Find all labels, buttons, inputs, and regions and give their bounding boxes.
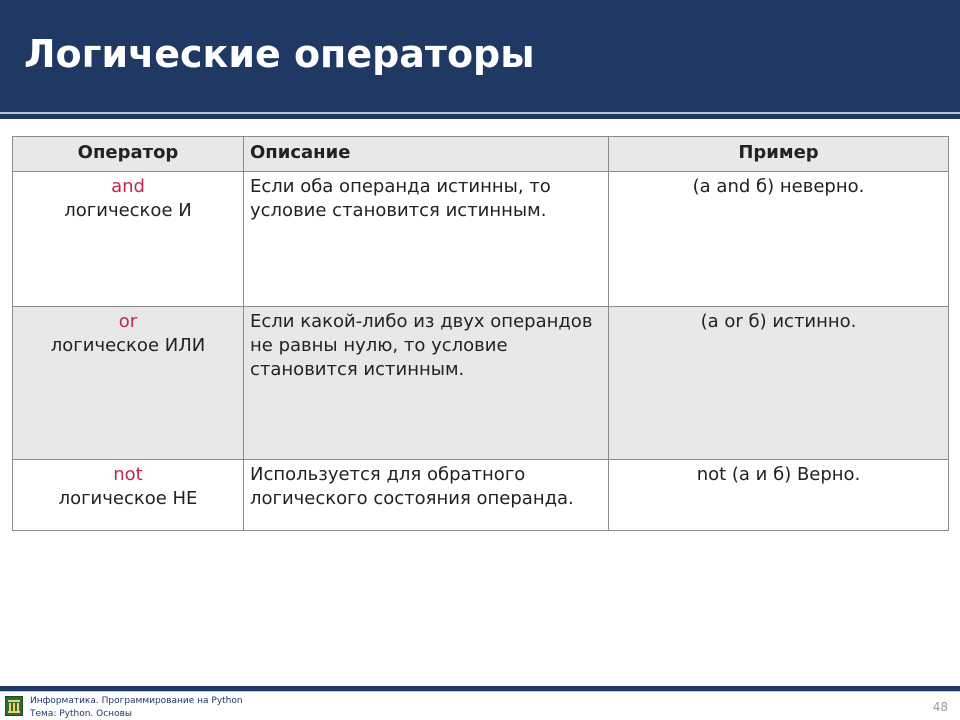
- table-row-and: [13, 172, 949, 307]
- operator-cell: [13, 172, 244, 307]
- title-divider-dark: [0, 114, 960, 119]
- example-cell: (a or б) истинно.: [609, 307, 949, 460]
- university-logo-icon: [5, 696, 23, 716]
- header-example: Пример: [609, 137, 949, 172]
- operator-keyword: and: [111, 176, 145, 197]
- description-cell: Если оба операнда истинны, то условие становится истинным.: [244, 172, 609, 307]
- footer-course: Информатика. Программирование на Python: [30, 696, 243, 706]
- slide-title: Логические операторы: [24, 32, 535, 76]
- operator-cell: [13, 307, 244, 460]
- operator-name: логическое И: [64, 200, 192, 221]
- operator-cell: [13, 460, 244, 531]
- footer-topic: Тема: Python. Основы: [30, 709, 132, 719]
- title-bar: [0, 0, 960, 112]
- example-cell: not (а и б) Верно.: [609, 460, 949, 531]
- operator-name: логическое НЕ: [58, 488, 198, 509]
- footer-caption: [30, 695, 243, 720]
- description-cell: Используется для обратного логического состояния операнда.: [244, 460, 609, 531]
- footer-divider-light: [0, 691, 960, 692]
- table-header-row: [13, 137, 949, 172]
- operator-keyword: or: [118, 311, 138, 332]
- header-operator: Оператор: [13, 137, 244, 172]
- description-cell: Если какой-либо из двух операндов не равны нулю, то условие становится истинным.: [244, 307, 609, 460]
- operator-keyword: not: [113, 464, 143, 485]
- example-cell: (a and б) неверно.: [609, 172, 949, 307]
- operators-table: [12, 136, 949, 531]
- header-description: Описание: [244, 137, 609, 172]
- logo-columns-icon: [6, 697, 22, 715]
- table-row-or: [13, 307, 949, 460]
- page-number: 48: [932, 700, 948, 714]
- operator-name: логическое ИЛИ: [50, 335, 206, 356]
- table-row-not: [13, 460, 949, 531]
